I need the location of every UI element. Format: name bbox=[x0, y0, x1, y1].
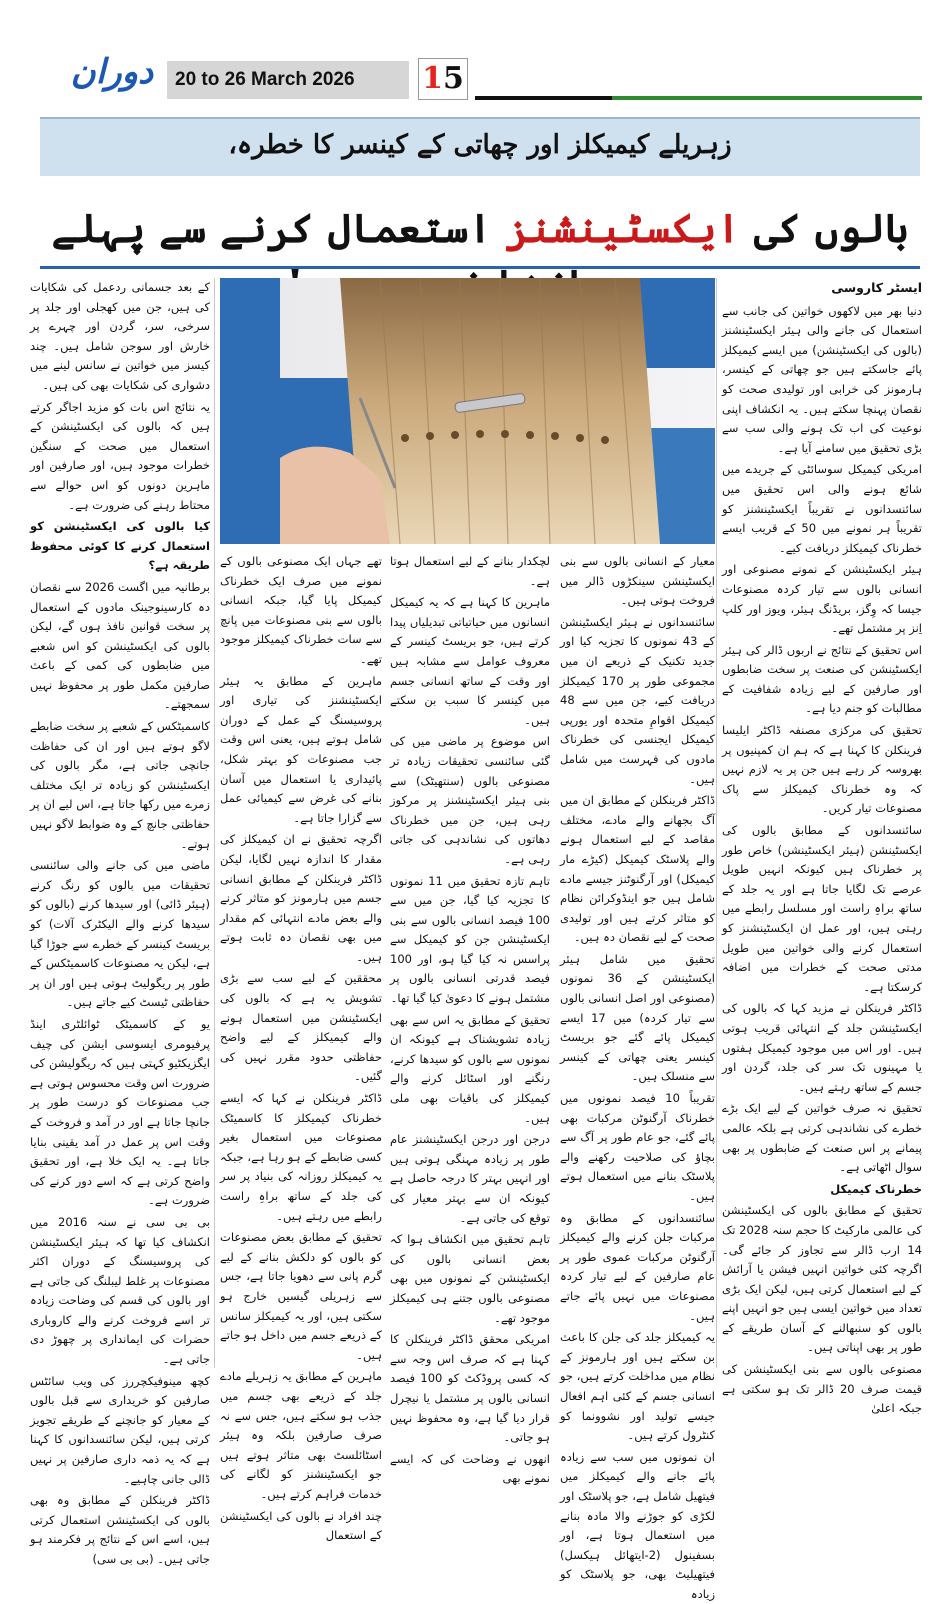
paragraph: تاہم تازہ تحقیق میں 11 نمونوں کا تجزیہ کیا گیا، جن میں سے 100 فیصد انسانی بالوں سے بنی ایکسٹینشن جن کو کیمیکل سے پراسس نہ کیا گیا ہو، اور 100 فیصد قدرتی انسانی بالوں پر مشتمل ہونے کا دعویٰ کیا گیا تھا۔ bbox=[390, 873, 550, 1006]
paragraph: لچکدار بنانے کے لیے استعمال ہوتا ہے۔ bbox=[390, 554, 550, 588]
paragraph: ڈاکٹر فرینکلن کے مطابق وہ بھی بالوں کی ایکسٹینشن استعمال کرتی ہیں، اسے اس کے نتائج پر فکرمند ہو جاتی ہیں۔ (بی بی سی) bbox=[30, 1493, 210, 1566]
paragraph: ماہرین کے مطابق یہ زہریلے مادے جلد کے ذریعے بھی جسم میں جذب ہو سکتے ہیں، جس سے نہ صرف صارفین بلکہ وہ ہیئر اسٹائلسٹ بھی متاثر ہوتے ہیں جو ایکسٹینشنز کو لگانے کی خدمات فراہم کرتے ہیں۔ bbox=[220, 1369, 382, 1501]
paragraph: یہ نتائج اس بات کو مزید اجاگر کرتے ہیں کہ بالوں کی ایکسٹینشن کے استعمال میں صحت کے سنگین خطرات موجود ہیں، اور صارفین اور ماہرین دونوں کو اس حوالے سے محتاط رہنے کی ضرورت ہے۔ bbox=[30, 399, 210, 512]
newspaper-logo: دوران bbox=[70, 52, 154, 92]
paragraph: تھے جہاں ایک مصنوعی بالوں کے نمونے میں صرف ایک خطرناک کیمیکل پایا گیا، جبکہ انسانی بالوں سے بنی مصنوعات میں پانچ سے سات خطرناک کیمیکلز موجود تھے۔ bbox=[220, 554, 382, 666]
headline-part-1: بالوں کی bbox=[740, 205, 909, 252]
paragraph: ڈاکٹر فرینکلن کے مطابق ان میں آگ بجھانے والے مادے، مختلف مقاصد کے لیے استعمال ہونے والے پلاسٹک کیمیکل (کیڑے مار کیمیکل) اور آرگنوٹنز جیسے مادے شامل ہیں جو اینڈوکرائن نظام کو متاثر کرتے ہیں اور تولیدی صحت کے لیے نقصان دہ ہیں۔ bbox=[560, 793, 715, 945]
headline-part-2: استعمال کرنے سے پہلے bbox=[51, 205, 492, 252]
paragraph: درجن اور درجن ایکسٹینشنز عام طور پر زیادہ مہنگی ہوتی ہیں اور انہیں بہتر کا درجہ حاصل ہے کیونکہ ان سے بہتر معیار کی توقع کی جاتی ہے۔ bbox=[390, 1132, 550, 1225]
column-rule bbox=[716, 278, 717, 1368]
paragraph: امریکی محقق ڈاکٹر فرینکلن کا کہنا ہے کہ صرف اس وجہ سے کہ کسی پروڈکٹ کو 100 فیصد انسانی بالوں پر مشتمل یا نیچرل قرار دیا گیا ہے، وہ محفوظ نہیں ہو جاتی۔ bbox=[390, 1332, 550, 1445]
paragraph: یہ کیمیکلز جلد کی جلن کا باعث بن سکتے ہیں اور ہارمونز کے نظام میں مداخلت کرتے ہیں، جو انسانی جسم کے کئی اہم افعال جیسے تولید اور نشوونما کو کنٹرول کرتے ہیں۔ bbox=[559, 1330, 715, 1443]
masthead-rule-black bbox=[475, 96, 612, 100]
paragraph: کاسمیٹکس کے شعبے پر سخت ضابطے لاگو ہوتے ہیں اور ان کی حفاظت جانچی جاتی ہے، مگر بالوں کی ایکسٹینشن کو زیادہ تر ایک مختلف زمرے میں رکھا جاتا ہے، اس لیے ان پر حفاظتی جانچ کے وہ ضوابط لاگو نہیں ہوتے۔ bbox=[30, 719, 210, 851]
section-heading: کیا بالوں کی ایکسٹینشن کو استعمال کرنے کا کوئی محفوظ طریقہ ہے؟ bbox=[30, 519, 210, 573]
page-number-digit-2: 5 bbox=[443, 61, 464, 96]
hair-extension-photo bbox=[220, 278, 715, 544]
column-rule bbox=[214, 278, 215, 1368]
paragraph: ان نمونوں میں سب سے زیادہ پائے جانے والے کیمیکلز میں فیتھیل شامل ہے، جو پلاسٹک اور لکڑی کو جوڑنے والا مادہ بنانے میں استعمال ہوتا ہے، اور بسفینول (2-ایتھائل ہیکسل) فیتھیلیٹ بھی، جو پلاسٹک کو زیادہ bbox=[560, 1449, 716, 1601]
paragraph: ڈاکٹر فرینکلن نے مزید کہا کہ بالوں کی ایکسٹینشن جلد کے انتہائی قریب ہوتی ہیں۔ اور اس میں موجود کیمیکل ہفتوں یا مہینوں تک سر کی جلد، گردن اور جسم کے ساتھ رہتے ہیں۔ bbox=[722, 1001, 922, 1094]
paragraph: یو کے کاسمیٹک ٹوائلٹری اینڈ پرفیومری ایسوسی ایشن کی چیف ایگزیکٹیو کہتی ہیں کہ ریگولیشن کی ضرورت اس وقت محسوس ہوتی ہے جب مصنوعات کو درست طور پر جانچا جاتا ہے اور در آمد و فروخت کے وقت اس پر عمل در آمد یقینی بنایا جاتا ہے۔ یہ ایک خلا ہے، اور تحقیق واضح کرتی ہے کہ اسے دور کرنے کی ضرورت ہے۔ bbox=[30, 1016, 210, 1208]
paragraph: تحقیق نہ صرف خواتین کے لیے ایک بڑے خطرے کی نشاندہی کرتی ہے بلکہ عالمی پیمانے پر اس صنعت کے ضابطوں پر بھی سوال اٹھاتی ہے۔ bbox=[722, 1101, 922, 1175]
issue-date: 20 to 26 March 2026 bbox=[167, 61, 409, 99]
paragraph: ماہرین کے مطابق یہ ہیئر ایکسٹینشنز کی تیاری اور پروسیسنگ کے عمل کے دوران شامل ہوتے ہیں، یعنی اس وقت جب مصنوعات کو بہتر شکل، پائیداری یا استعمال میں آسان بنانے کی غرض سے کیمیائی عمل سے گزارا جاتا ہے۔ bbox=[220, 673, 382, 825]
paragraph: اگرچہ تحقیق نے ان کیمیکلز کی مقدار کا اندازہ نہیں لگایا، لیکن ڈاکٹر فرینکلن کے مطابق انسانی جسم میں ہارمونز کو متاثر کرنے والے بعض مادے انتہائی کم مقدار میں بھی نقصان دہ ثابت ہوتے ہیں۔ bbox=[220, 832, 382, 964]
page-number bbox=[418, 58, 468, 100]
paragraph: تحقیق میں شامل ہیئر ایکسٹینشن کے 36 نمونوں (مصنوعی اور اصل انسانی بالوں سے تیار کردہ) میں 17 ایسے کیمیکل پائے گئے جو بریسٹ کینسر یعنی چھاتی کے کینسر سے منسلک ہیں۔ bbox=[560, 951, 715, 1084]
header-rule bbox=[40, 266, 920, 269]
paragraph: انھوں نے وضاحت کی کہ ایسے نمونے بھی bbox=[390, 1451, 550, 1486]
paragraph: امریکی کیمیکل سوسائٹی کے جریدے میں شائع ہونے والی اس تحقیق میں سائنسدانوں نے تقریباً ایکسٹینشنز کو تقریباً ہر نمونے میں 50 کے قریب ایسے خطرناک کیمیکلز دریافت کیے۔ bbox=[722, 462, 922, 555]
paragraph: تاہم تحقیق میں انکشاف ہوا کہ بعض انسانی بالوں کی ایکسٹینشن کے نمونوں میں بھی مصنوعی بالوں جتنے ہی کیمیکلز موجود تھے۔ bbox=[390, 1232, 550, 1325]
byline: ایسٹر کاروسی bbox=[831, 280, 922, 295]
column-middle-1 bbox=[559, 552, 716, 1601]
section-heading: خطرناک کیمیکل bbox=[830, 1181, 922, 1196]
paragraph: برطانیہ میں اگست 2026 سے نقصان دہ کارسینوجینک مادوں کے استعمال پر سخت قوانین نافذ ہوں گے، لیکن بالوں کی ایکسٹینشن کو اس شعبے میں ضابطوں کی کمی کے باعث صارفین مکمل طور پر محفوظ نہیں سمجھتے۔ bbox=[30, 579, 211, 712]
paragraph: اس تحقیق کے نتائج نے اربوں ڈالر کی ہیئر ایکسٹینشن کی صنعت پر سخت ضابطوں اور صارفین کے لیے زیادہ شفافیت کے مطالبات کو جنم دیا ہے۔ bbox=[722, 642, 922, 716]
paragraph: کچھ مینوفیکچررز کی ویب سائٹس صارفین کو خریداری سے قبل بالوں کے معیار کو جانچنے کے طریقے تجویز کرتی ہیں، لیکن سائنسدانوں کا کہنا ہے کہ یہ ذمہ داری صارفین پر نہیں ڈالی جانی چاہیے۔ bbox=[30, 1373, 210, 1486]
column-middle-2 bbox=[390, 552, 550, 1486]
paragraph: سائنسدانوں کے مطابق بالوں کی ایکسٹینشن (ہیئر ایکسٹینشن) خاص طور پر خطرناک ہیں کیونکہ انہیں طویل عرصے تک لگایا جاتا ہے اور یہ جلد کے ساتھ براہِ راست اور مسلسل رابطے میں رہتی ہیں، اور عمل ان ایکسٹینشنز کو استعمال کرنے والی خواتین میں طویل مدتی صحت کے خطرات میں اضافہ کرسکتا ہے۔ bbox=[722, 823, 922, 994]
paragraph: معیار کے انسانی بالوں سے بنی ایکسٹینشن سینکڑوں ڈالر میں فروخت ہوتی ہیں۔ bbox=[560, 554, 715, 608]
paragraph: تحقیق کے مطابق بعض مصنوعات کو بالوں کو دلکش بنانے کے لیے گرم پانی سے دھویا جاتا ہے، جس سے زہریلی گیسیں خارج ہو سکتی ہیں، اور یہ کیمیکلز سانس کے ذریعے جسم میں داخل ہو جاتے ہیں۔ bbox=[220, 1230, 382, 1362]
column-left bbox=[30, 278, 211, 1566]
paragraph: تحقیق کی مرکزی مصنفہ ڈاکٹر ایلیسا فرینکلن کا کہنا ہے کہ ہم ان کمپنیوں پر بھروسہ کر رہے ہیں جن پر یہ لازم نہیں کہ وہ خطرناک کیمیکلز سے پاک مصنوعات تیار کریں۔ bbox=[722, 723, 922, 816]
masthead-rule-green bbox=[612, 96, 922, 100]
paragraph: کے بعد جسمانی ردعمل کی شکایات کی ہیں، جن میں کھجلی اور جلد پر سرخی، سر، گردن اور چہرے پر خارش اور سوجن شامل ہیں۔ چند کیسز میں خواتین نے سانس لینے میں دشواری کی شکایات بھی کی ہیں۔ bbox=[30, 280, 210, 392]
page-number-digit-1: 1 bbox=[422, 61, 443, 96]
column-right bbox=[722, 278, 922, 1416]
article-header bbox=[40, 117, 920, 269]
article-subhead: زہریلے کیمیکلز اور چھاتی کے کینسر کا خطرہ، bbox=[228, 130, 732, 160]
paragraph: ڈاکٹر فرینکلن نے کہا کہ ایسے خطرناک کیمیکلز کا کاسمیٹک مصنوعات میں استعمال بغیر کسی ضابطے کے ہو رہا ہے، جبکہ یہ کیمیکلز روزانہ کی بنیاد پر سر کی جلد کے ساتھ براہِ راست رابطے میں رہتے ہیں۔ bbox=[220, 1091, 382, 1223]
paragraph: ماضی میں کی جانے والی سائنسی تحقیقات میں بالوں کو رنگ کرنے (ہیئر ڈائی) اور سیدھا کرنے (بالوں کو سیدھا کرنے والے الیکٹرک آلات) کو بریسٹ کینسر کے خطرے سے جوڑا گیا ہے، لیکن یہ مصنوعات کاسمیٹکس کے طور پر ریگولیٹ ہوتی ہیں اور ان پر حفاظتی ٹیسٹ کیے جاتے ہیں۔ bbox=[30, 858, 210, 1010]
paragraph: تحقیق کے مطابق یہ اس سے بھی زیادہ تشویشناک ہے کیونکہ ان نمونوں سے بالوں کو سیدھا کرنے، رنگنے اور اسٹائل کرنے والے کیمیکلز کی باقیات بھی ملی ہیں۔ bbox=[390, 1012, 550, 1125]
paragraph: تحقیق کے مطابق بالوں کی ایکسٹینشن کی عالمی مارکیٹ کا حجم سنہ 2028 تک 14 ارب ڈالر سے تجاوز کر جائے گی۔ اگرچہ کئی خواتین انہیں فیشن یا آرائش کے لیے استعمال کرتی ہیں، لیکن ایک بڑی تعداد میں خواتین ایسی ہیں جو انہیں اپنے بالوں کو سنبھالنے کے آسان طریقے کے طور پر بھی اپناتی ہیں۔ bbox=[722, 1203, 922, 1355]
headline-highlight: ایکسٹینشنز bbox=[505, 205, 741, 252]
paragraph: ہیئر ایکسٹینشن کے نمونے مصنوعی اور انسانی بالوں سے تیار کردہ مصنوعات جیسا کہ وِگز، بریڈنگ ہیئر، ویوز اور کلپ اِنز پر مشتمل تھے۔ bbox=[722, 562, 922, 636]
paragraph: چند افراد نے بالوں کی ایکسٹینشن کے استعمال bbox=[220, 1508, 382, 1543]
paragraph: سائنسدانوں نے ہیئر ایکسٹینشن کے 43 نمونوں کا تجزیہ کیا اور جدید تکنیک کے ذریعے ان میں مجموعی طور پر 170 کیمیکلز دریافت کیے، جن میں سے 48 کیمیکل اقوامِ متحدہ اور یورپی کیمیکل ایجنسی کی خطرناک مادوں کی فہرست میں شامل ہیں۔ bbox=[560, 614, 716, 786]
paragraph: دنیا بھر میں لاکھوں خواتین کی جانب سے استعمال کی جانے والی ہیئر ایکسٹینشنز (بالوں کی ایکسٹینشن) میں ایسے کیمیکلز پائے جاسکتے ہیں جو چھاتی کے کینسر، ہارمونز کی خرابی اور تولیدی صحت کو نقصان پہنچا سکتے ہیں۔ یہ انکشاف اپنی نوعیت کی اب تک ہونے والی سب سے بڑی تحقیق میں سامنے آیا ہے۔ bbox=[722, 303, 922, 455]
paragraph: بی بی سی نے سنہ 2016 میں انکشاف کیا تھا کہ ہیئر ایکسٹینشن کی پروسیسنگ کے دوران اکثر مصنوعات پر غلط لیبلنگ کی جاتی ہے اور بالوں کی قسم کی وضاحت زیادہ تر اسے فروخت کرنے والے کاروباری حضرات کی ایمانداری پر چھوڑ دی جاتی ہے۔ bbox=[30, 1214, 210, 1367]
paragraph: تقریباً 10 فیصد نمونوں میں خطرناک آرگنوٹن مرکبات بھی پائے گئے، جو عام طور پر آگ سے بچاؤ کی صلاحیت رکھنے والے پلاسٹک بنانے میں استعمال ہوتے ہیں۔ bbox=[560, 1091, 715, 1203]
paragraph: اس موضوع پر ماضی میں کی گئی سائنسی تحقیقات زیادہ تر مصنوعی بالوں (سنتھیٹک) سے بنی ہیئر ایکسٹینشنز پر مرکوز رہی ہیں، جن میں خطرناک دھاتوں کی نشاندہی کی جاتی رہی ہے۔ bbox=[390, 734, 550, 866]
article-photo bbox=[220, 278, 715, 544]
masthead bbox=[0, 0, 945, 110]
paragraph: سائنسدانوں کے مطابق وہ مرکبات جلن کرنے والے کیمیکلز آرگنوٹن مرکبات عموی طور پر عام صارفین کے لیے تیار کردہ مصنوعات میں نہیں پائے جاتے ہیں۔ bbox=[560, 1210, 715, 1323]
column-middle-3 bbox=[220, 552, 382, 1543]
paragraph: مصنوعی بالوں سے بنی ایکسٹینشن کی قیمت صرف 20 ڈالر تک ہو سکتی ہے جبکہ اعلیٰ bbox=[722, 1362, 922, 1416]
paragraph: ماہرین کا کہنا ہے کہ یہ کیمیکل انسانوں میں حیاتیاتی تبدیلیاں پیدا کرتے ہیں، جو بریسٹ کینسر کے معروف عوامل سے مشابہ ہیں اور وقت کے ساتھ انسانی جسم میں کینسر کا سبب بن سکتے ہیں۔ bbox=[390, 595, 550, 727]
paragraph: محققین کے لیے سب سے بڑی تشویش یہ ہے کہ بالوں کی ایکسٹینشن میں استعمال ہونے والے کیمیکلز کے لیے واضح حفاظتی حدود مقرر نہیں کی گئیں۔ bbox=[220, 971, 382, 1084]
